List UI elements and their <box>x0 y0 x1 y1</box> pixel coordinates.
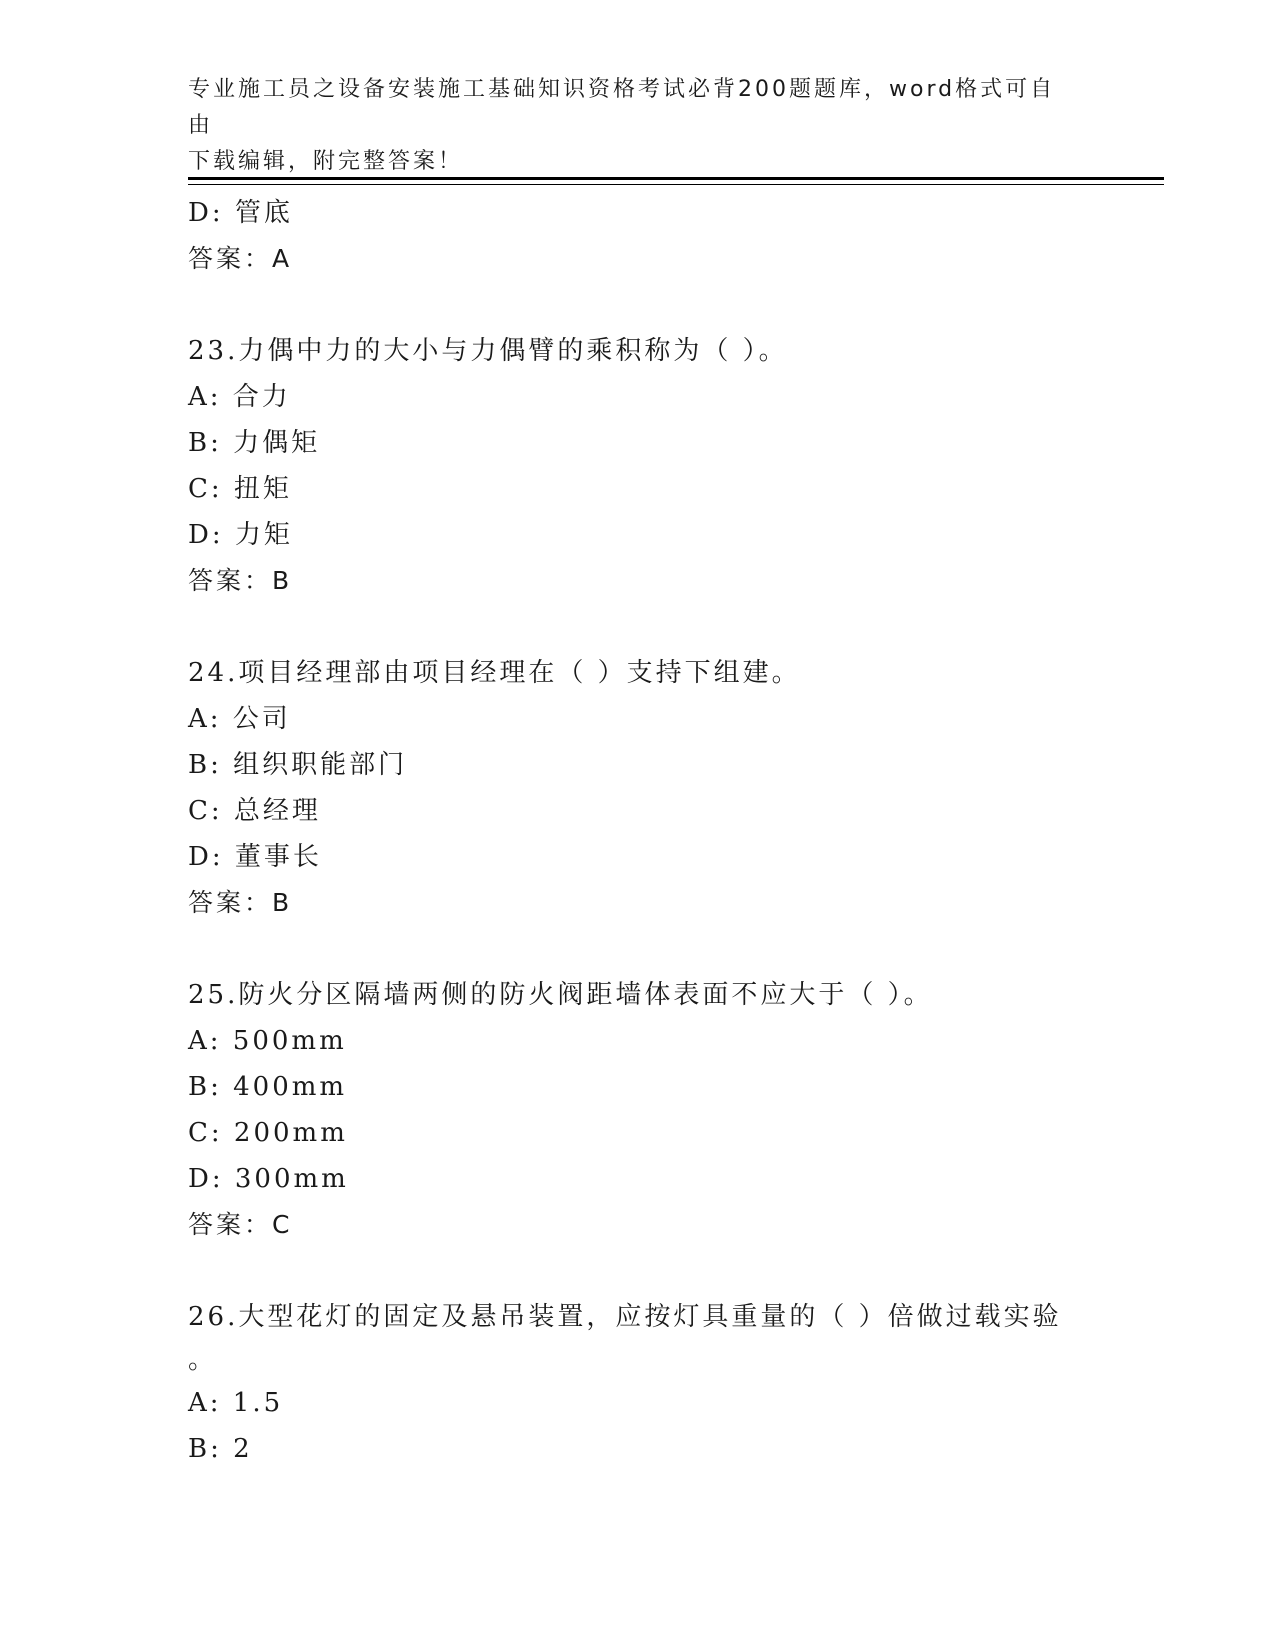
question-answer: 答案：B <box>188 566 293 595</box>
question-stem: 25.防火分区隔墙两侧的防火阀距墙体表面不应大于（ ）。 <box>188 980 933 1010</box>
question-option: B: 2 <box>188 1434 253 1464</box>
question-answer: 答案：C <box>188 1210 293 1239</box>
question-option: C: 总经理 <box>188 796 321 826</box>
document-header <box>188 72 1068 180</box>
question-option: A: 公司 <box>188 704 291 734</box>
header-rule-thin <box>188 184 1164 185</box>
question-answer: 答案：B <box>188 888 293 917</box>
header-line-1: 专业施工员之设备安装施工基础知识资格考试必背200题题库，word格式可自由 <box>188 77 1056 138</box>
question-option: B: 400mm <box>188 1072 348 1102</box>
question-stem: 23.力偶中力的大小与力偶臂的乘积称为（ ）。 <box>188 336 788 366</box>
header-rule-thick <box>188 177 1164 180</box>
question-option: A: 500mm <box>188 1026 347 1056</box>
question-option: C: 200mm <box>188 1118 348 1148</box>
question-stem: 26.大型花灯的固定及悬吊装置，应按灯具重量的（ ）倍做过载实验 <box>188 1302 1062 1332</box>
question-list <box>188 190 1088 1472</box>
question-stem: 24.项目经理部由项目经理在（ ）支持下组建。 <box>188 658 801 688</box>
question-option: A: 合力 <box>188 382 291 412</box>
spacer <box>188 926 1088 972</box>
question-option: D: 300mm <box>188 1164 349 1194</box>
question-option: A: 1.5 <box>188 1388 284 1418</box>
question-option: D: 力矩 <box>188 520 293 550</box>
header-line-2: 下载编辑，附完整答案！ <box>188 149 464 174</box>
question-option: C: 扭矩 <box>188 474 292 504</box>
carryover-option-d: D: 管底 <box>188 198 293 228</box>
spacer <box>188 282 1088 328</box>
question-option: B: 组织职能部门 <box>188 750 408 780</box>
question-option: D: 董事长 <box>188 842 322 872</box>
question-option: B: 力偶矩 <box>188 428 321 458</box>
spacer <box>188 1248 1088 1294</box>
carryover-answer: 答案：A <box>188 244 293 273</box>
question-stem-continuation: 。 <box>188 1345 218 1375</box>
spacer <box>188 604 1088 650</box>
